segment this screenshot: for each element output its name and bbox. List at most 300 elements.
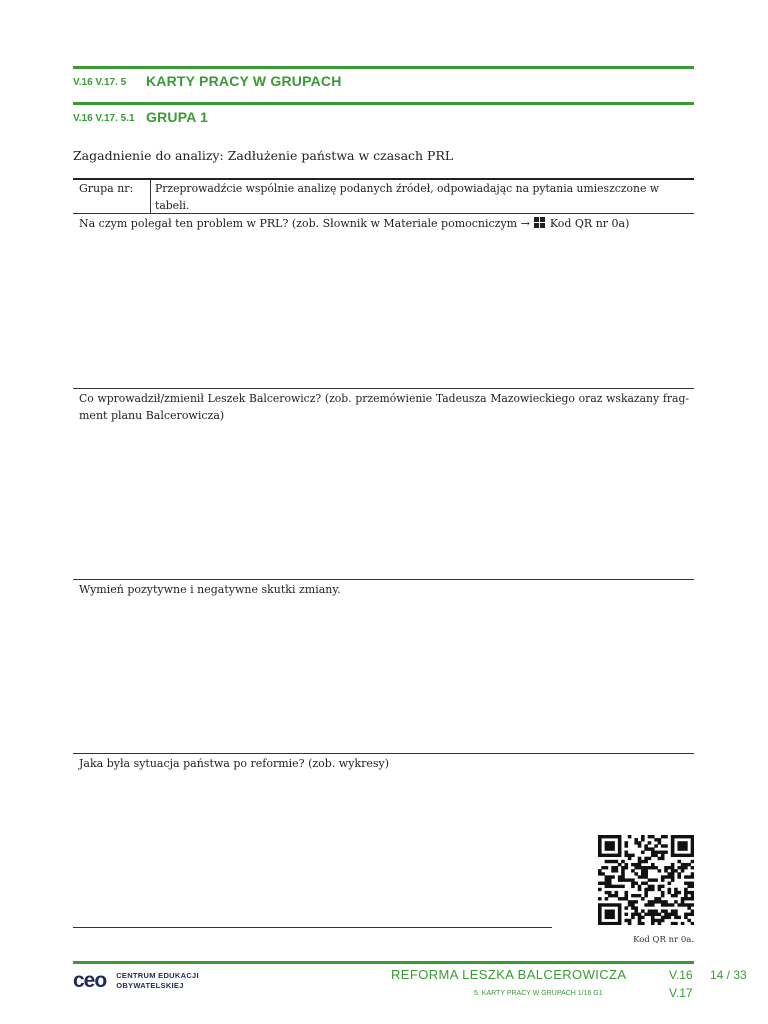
- qr-module: [605, 847, 609, 850]
- qr-module: [598, 909, 602, 912]
- qr-module: [621, 860, 625, 863]
- qr-module: [601, 872, 605, 875]
- qr-module: [628, 878, 632, 881]
- footer-subtitle: 5. KARTY PRACY W GRUPACH 1/16 G1: [474, 990, 603, 997]
- qr-module: [684, 916, 688, 919]
- qr-module: [687, 885, 691, 888]
- qr-module: [671, 835, 675, 838]
- qr-module: [631, 913, 635, 916]
- qr-module: [608, 885, 612, 888]
- qr-module: [677, 891, 681, 894]
- qr-module: [691, 891, 694, 894]
- qr-module: [605, 854, 609, 857]
- qr-module: [684, 863, 688, 866]
- qr-module: [624, 897, 628, 900]
- qr-module: [691, 847, 694, 850]
- qr-module: [638, 875, 642, 878]
- qr-module: [624, 863, 628, 866]
- qr-module: [621, 872, 625, 875]
- qr-module: [598, 838, 602, 841]
- qr-module: [671, 841, 675, 844]
- qr-module: [605, 922, 609, 925]
- qr-module: [601, 835, 605, 838]
- qr-module: [634, 866, 638, 869]
- qr-module: [598, 841, 602, 844]
- qr-module: [605, 866, 609, 869]
- qr-module: [598, 835, 602, 838]
- qr-module: [634, 838, 638, 841]
- qr-module: [648, 903, 652, 906]
- qr-module: [674, 922, 678, 925]
- qr-module: [611, 860, 615, 863]
- qr-module: [624, 906, 628, 909]
- qr-module: [644, 891, 648, 894]
- qr-module: [641, 860, 645, 863]
- qr-module: [631, 900, 635, 903]
- qr-module: [658, 869, 662, 872]
- qr-module: [618, 903, 622, 906]
- qr-module: [605, 913, 609, 916]
- qr-module: [684, 841, 688, 844]
- question-1: [79, 215, 689, 232]
- qr-module: [615, 885, 619, 888]
- qr-module: [608, 903, 612, 906]
- qr-module: [608, 844, 612, 847]
- qr-module: [598, 906, 602, 909]
- qr-module: [684, 882, 688, 885]
- qr-module: [608, 875, 612, 878]
- qr-module: [615, 903, 619, 906]
- qr-module: [677, 860, 681, 863]
- question-1-text: Na czym polegał ten problem w PRL? (zob. Słownik w Materiale pomocniczym →: [79, 217, 530, 230]
- qr-module: [684, 844, 688, 847]
- qr-module: [661, 903, 665, 906]
- qr-module: [618, 841, 622, 844]
- qr-module: [671, 844, 675, 847]
- subsection-code: V.16 V.17. 5.1: [73, 113, 135, 124]
- qr-module: [624, 841, 628, 844]
- qr-module: [661, 878, 665, 881]
- qr-module: [654, 851, 658, 854]
- footer-version-1: V.16: [669, 968, 693, 982]
- qr-module: [631, 903, 635, 906]
- qr-module: [671, 847, 675, 850]
- qr-module: [605, 875, 609, 878]
- question-2-line-1: Co wprowadził/zmienił Leszek Balcerowicz? (zob. przemówienie Tadeusza Mazowieckiego oraz wskazany frag-: [79, 392, 689, 405]
- qr-module: [651, 854, 655, 857]
- qr-module: [648, 913, 652, 916]
- qr-module: [624, 844, 628, 847]
- qr-module: [671, 854, 675, 857]
- qr-module: [651, 913, 655, 916]
- qr-module: [644, 860, 648, 863]
- qr-module: [631, 854, 635, 857]
- qr-module: [687, 897, 691, 900]
- qr-module: [618, 878, 622, 881]
- qr-code-icon: [534, 216, 545, 227]
- qr-module: [651, 922, 655, 925]
- qr-module: [674, 891, 678, 894]
- qr-module: [677, 835, 681, 838]
- qr-module: [618, 913, 622, 916]
- qr-module: [664, 900, 668, 903]
- qr-module: [681, 844, 685, 847]
- qr-module: [684, 897, 688, 900]
- qr-module: [618, 863, 622, 866]
- qr-module: [608, 894, 612, 897]
- qr-module: [648, 841, 652, 844]
- qr-module: [668, 866, 672, 869]
- qr-module: [658, 897, 662, 900]
- qr-module: [671, 863, 675, 866]
- qr-module: [611, 835, 615, 838]
- qr-module: [658, 841, 662, 844]
- qr-module: [611, 847, 615, 850]
- qr-module: [661, 919, 665, 922]
- qr-module: [638, 916, 642, 919]
- qr-module: [658, 857, 662, 860]
- qr-module: [671, 909, 675, 912]
- qr-module: [654, 838, 658, 841]
- qr-module: [598, 882, 602, 885]
- qr-module: [674, 869, 678, 872]
- qr-module: [605, 860, 609, 863]
- qr-module: [648, 866, 652, 869]
- qr-module: [621, 885, 625, 888]
- qr-module: [598, 916, 602, 919]
- qr-module: [601, 922, 605, 925]
- qr-module: [654, 919, 658, 922]
- footer-version-2: V.17: [669, 986, 693, 1000]
- qr-module: [615, 894, 619, 897]
- qr-module: [611, 841, 615, 844]
- qr-module: [671, 903, 675, 906]
- qr-module: [691, 875, 694, 878]
- qr-module: [674, 913, 678, 916]
- qr-module: [631, 869, 635, 872]
- qr-module: [654, 909, 658, 912]
- qr-module: [651, 909, 655, 912]
- qr-module: [691, 909, 694, 912]
- qr-module: [654, 897, 658, 900]
- qr-module: [677, 916, 681, 919]
- qr-module: [638, 894, 642, 897]
- qr-module: [598, 872, 602, 875]
- qr-module: [608, 909, 612, 912]
- qr-module: [624, 851, 628, 854]
- qr-module: [674, 916, 678, 919]
- qr-module: [691, 897, 694, 900]
- answer-area-3-bottom: [73, 753, 694, 754]
- qr-module: [658, 851, 662, 854]
- group-number-label: Grupa nr:: [79, 182, 134, 195]
- logo-mark: ceo: [73, 969, 107, 992]
- qr-module: [687, 835, 691, 838]
- qr-module: [661, 857, 665, 860]
- qr-code-image: [598, 835, 694, 925]
- qr-module: [631, 894, 635, 897]
- qr-module: [684, 913, 688, 916]
- question-1-qr-ref: Kod QR nr 0a): [549, 217, 630, 230]
- subsection-title: GRUPA 1: [146, 109, 209, 125]
- qr-module: [615, 866, 619, 869]
- qr-module: [654, 900, 658, 903]
- qr-module: [605, 878, 609, 881]
- qr-module: [638, 885, 642, 888]
- qr-module: [671, 922, 675, 925]
- qr-module: [624, 913, 628, 916]
- logo-text: [116, 971, 199, 991]
- qr-module: [681, 900, 685, 903]
- qr-module: [664, 903, 668, 906]
- qr-module: [605, 841, 609, 844]
- qr-module: [605, 897, 609, 900]
- qr-module: [658, 885, 662, 888]
- qr-module: [654, 878, 658, 881]
- qr-module: [668, 882, 672, 885]
- qr-module: [691, 872, 694, 875]
- qr-module: [634, 900, 638, 903]
- qr-module: [618, 835, 622, 838]
- qr-module: [644, 875, 648, 878]
- qr-module: [644, 913, 648, 916]
- qr-module: [621, 897, 625, 900]
- qr-module: [651, 888, 655, 891]
- qr-module: [608, 860, 612, 863]
- qr-module: [638, 841, 642, 844]
- qr-module: [661, 891, 665, 894]
- qr-module: [681, 847, 685, 850]
- qr-module: [664, 916, 668, 919]
- qr-module: [638, 863, 642, 866]
- qr-module: [608, 913, 612, 916]
- qr-module: [641, 875, 645, 878]
- qr-module: [654, 844, 658, 847]
- qr-module: [605, 916, 609, 919]
- footer-title: REFORMA LESZKA BALCEROWICZA: [391, 967, 627, 982]
- qr-module: [624, 891, 628, 894]
- qr-module: [601, 882, 605, 885]
- qr-module: [671, 869, 675, 872]
- qr-module: [608, 891, 612, 894]
- qr-module: [644, 872, 648, 875]
- qr-module: [677, 866, 681, 869]
- logo-text-line-1: CENTRUM EDUKACJI: [116, 970, 199, 980]
- qr-module: [664, 866, 668, 869]
- qr-module: [648, 900, 652, 903]
- instruction-text: Przeprowadźcie wspólnie analizę podanych źródeł, odpowiadając na pytania umieszczone w tabeli.: [155, 182, 660, 212]
- qr-module: [628, 857, 632, 860]
- qr-caption: Kod QR nr 0a.: [633, 935, 694, 945]
- qr-module: [608, 922, 612, 925]
- qr-module: [651, 919, 655, 922]
- footer-rule: [73, 961, 694, 964]
- qr-module: [681, 841, 685, 844]
- topic-text: Zagadnienie do analizy: Zadłużenie państwa w czasach PRL: [73, 148, 454, 163]
- qr-module: [598, 903, 602, 906]
- qr-module: [634, 906, 638, 909]
- table-column-divider: [150, 179, 151, 213]
- section-top-rule: [73, 66, 694, 69]
- qr-module: [644, 882, 648, 885]
- qr-module: [644, 869, 648, 872]
- qr-module: [691, 851, 694, 854]
- qr-module: [638, 922, 642, 925]
- qr-module: [621, 866, 625, 869]
- qr-module: [628, 854, 632, 857]
- qr-module: [691, 866, 694, 869]
- qr-module: [681, 863, 685, 866]
- qr-module: [648, 857, 652, 860]
- qr-module: [677, 844, 681, 847]
- qr-module: [644, 857, 648, 860]
- answer-area-2-bottom: [73, 579, 694, 580]
- qr-module: [668, 913, 672, 916]
- qr-module: [608, 835, 612, 838]
- qr-module: [671, 851, 675, 854]
- qr-module: [684, 888, 688, 891]
- qr-module: [598, 922, 602, 925]
- qr-module: [668, 891, 672, 894]
- qr-module: [641, 916, 645, 919]
- qr-module: [674, 854, 678, 857]
- qr-module: [691, 835, 694, 838]
- qr-module: [677, 854, 681, 857]
- qr-module: [681, 869, 685, 872]
- qr-module: [691, 838, 694, 841]
- qr-module: [631, 885, 635, 888]
- qr-module: [668, 872, 672, 875]
- section-title: KARTY PRACY W GRUPACH: [146, 73, 342, 89]
- qr-module: [644, 903, 648, 906]
- qr-module: [624, 854, 628, 857]
- qr-module: [615, 891, 619, 894]
- qr-module: [684, 854, 688, 857]
- qr-module: [671, 878, 675, 881]
- qr-module: [611, 913, 615, 916]
- qr-module: [618, 916, 622, 919]
- qr-module: [628, 922, 632, 925]
- qr-module: [644, 866, 648, 869]
- qr-module: [651, 903, 655, 906]
- qr-module: [638, 888, 642, 891]
- answer-area-4-bottom: [73, 927, 552, 928]
- qr-module: [618, 854, 622, 857]
- qr-module: [638, 913, 642, 916]
- qr-module: [634, 913, 638, 916]
- qr-module: [611, 869, 615, 872]
- qr-module: [674, 835, 678, 838]
- qr-module: [661, 875, 665, 878]
- qr-module: [651, 878, 655, 881]
- qr-module: [661, 900, 665, 903]
- qr-module: [668, 903, 672, 906]
- qr-module: [651, 847, 655, 850]
- logo-text-line-2: OBYWATELSKIEJ: [116, 980, 184, 990]
- qr-module: [651, 916, 655, 919]
- qr-module: [598, 851, 602, 854]
- qr-module: [654, 913, 658, 916]
- qr-module: [691, 913, 694, 916]
- qr-module: [638, 857, 642, 860]
- qr-module: [687, 919, 691, 922]
- qr-module: [631, 863, 635, 866]
- qr-module: [671, 838, 675, 841]
- qr-module: [618, 909, 622, 912]
- qr-module: [621, 869, 625, 872]
- qr-module: [615, 835, 619, 838]
- qr-module: [691, 860, 694, 863]
- qr-module: [598, 913, 602, 916]
- page-number: 14 / 33: [710, 968, 747, 982]
- qr-module: [611, 885, 615, 888]
- qr-module: [615, 922, 619, 925]
- qr-module: [668, 888, 672, 891]
- qr-module: [631, 916, 635, 919]
- qr-module: [691, 854, 694, 857]
- qr-module: [608, 882, 612, 885]
- qr-module: [661, 835, 665, 838]
- qr-module: [651, 835, 655, 838]
- qr-module: [681, 922, 685, 925]
- qr-module: [638, 866, 642, 869]
- qr-module: [664, 851, 668, 854]
- qr-module: [664, 875, 668, 878]
- qr-module: [601, 903, 605, 906]
- qr-module: [634, 872, 638, 875]
- qr-module: [605, 909, 609, 912]
- qr-module: [664, 909, 668, 912]
- qr-module: [601, 854, 605, 857]
- qr-module: [674, 900, 678, 903]
- qr-module: [618, 922, 622, 925]
- qr-module: [608, 841, 612, 844]
- qr-module: [684, 835, 688, 838]
- qr-module: [624, 866, 628, 869]
- qr-module: [615, 869, 619, 872]
- qr-module: [691, 844, 694, 847]
- question-4: Jaka była sytuacja państwa po reformie? (zob. wykresy): [79, 757, 390, 770]
- qr-module: [687, 903, 691, 906]
- qr-module: [638, 919, 642, 922]
- qr-module: [618, 844, 622, 847]
- qr-module: [618, 885, 622, 888]
- qr-module: [691, 894, 694, 897]
- qr-module: [687, 854, 691, 857]
- qr-module: [641, 909, 645, 912]
- qr-module: [687, 863, 691, 866]
- answer-area-1-bottom: [73, 388, 694, 389]
- qr-module: [687, 891, 691, 894]
- qr-module: [641, 922, 645, 925]
- qr-module: [648, 835, 652, 838]
- qr-module: [644, 888, 648, 891]
- qr-module: [644, 894, 648, 897]
- qr-module: [618, 897, 622, 900]
- qr-module: [598, 869, 602, 872]
- qr-module: [611, 922, 615, 925]
- qr-module: [598, 844, 602, 847]
- qr-module: [641, 866, 645, 869]
- qr-module: [624, 878, 628, 881]
- qr-module: [644, 847, 648, 850]
- qr-module: [641, 835, 645, 838]
- qr-module: [634, 909, 638, 912]
- qr-module: [608, 847, 612, 850]
- qr-module: [615, 854, 619, 857]
- qr-module: [611, 875, 615, 878]
- qr-module: [648, 909, 652, 912]
